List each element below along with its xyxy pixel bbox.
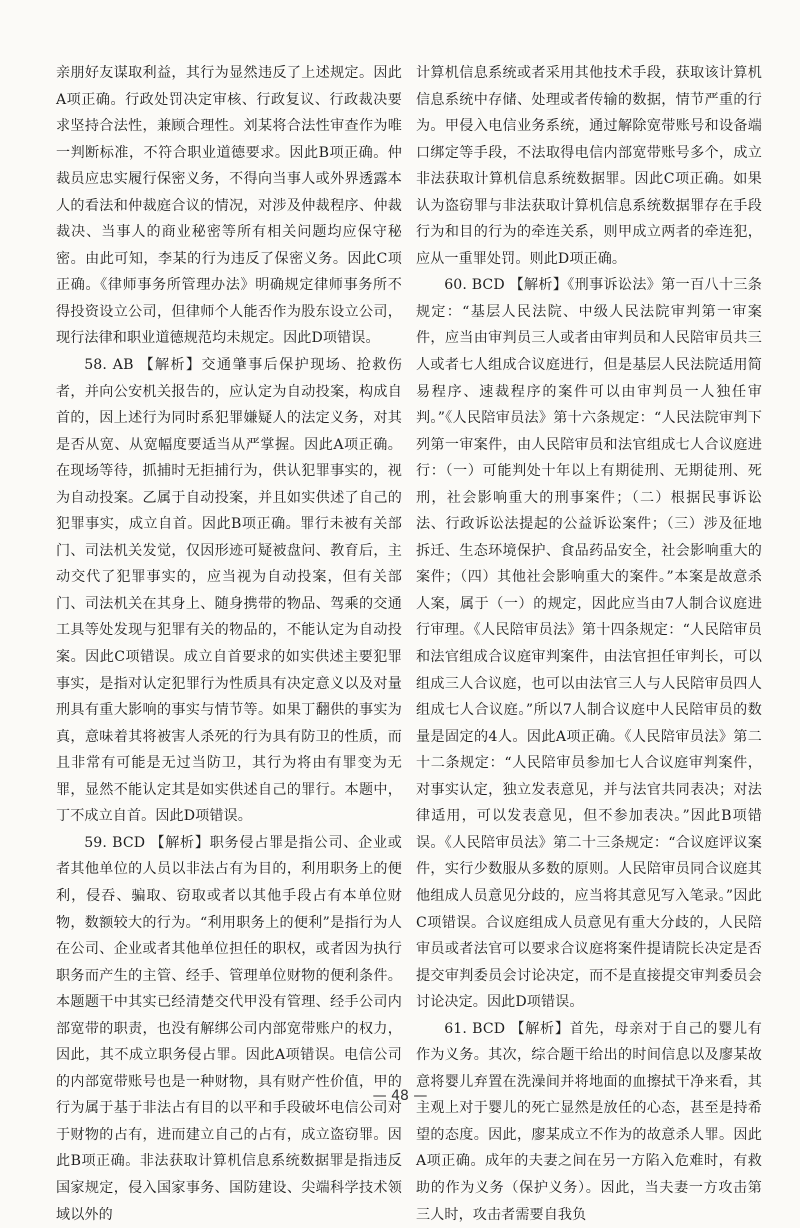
paragraph-continued: 计算机信息系统或者采用其他技术手段，获取该计算机信息系统中存储、处理或者传输的数据，情节严重的行为。甲侵入电信业务系统，通过解除宽带账号和设备端口绑定等手段，不法取得电信内部宽带账号多个，成立非法获取计算机信息系统数据罪。因此C项正确。如果认为盗窃罪与非法获取计算机信息系统数据罪存在手段行为和目的行为的牵连关系，则甲成立两者的牵连犯，应从一重罪处罚。则此D项正确。	[416, 65, 762, 267]
answer-58: 58. AB 【解析】交通肇事后保护现场、抢救伤者，并向公安机关报告的，应认定为自动投案，构成自首的，因上述行为同时系犯罪嫌疑人的法定义务，对其是否从宽、从宽幅度要适当从严掌握。因此A项正确。在现场等待，抓捕时无拒捕行为，供认犯罪事实的，视为自动投案。乙属于自动投案，并且如实供述了自己的犯罪事实，成立自首。因此B项正确。罪行未被有关部门、司法机关发觉，仅因形迹可疑被盘问、教育后，主动交代了犯罪事实的，应当视为自动投案，但有关部门、司法机关在其身上、随身携带的物品、驾乘的交通工具等处发现与犯罪有关的物品的，不能认定为自动投案。因此C项错误。成立自首要求的如实供述主要犯罪事实，是指对认定犯罪行为性质具有决定意义以及对量刑具有重大影响的事实与情节等。如果丁翻供的事实为真，意味着其将被害人杀死的行为具有防卫的性质，而且非常有可能是无过当防卫，其行为将由有罪变为无罪，显然不能认定其是如实供述自己的罪行。本题中，丁不成立自首。因此D项错误。	[56, 357, 402, 825]
paragraph-continued: 亲朋好友谋取利益，其行为显然违反了上述规定。因此A项正确。行政处罚决定审核、行政复议、行政裁决要求坚持合法性，兼顾合理性。刘某将合法性审查作为唯一判断标准，不符合职业道德要求。因此B项正确。仲裁员应忠实履行保密义务，不得向当事人或外界透露本人的看法和仲裁庭合议的情况，对涉及仲裁程序、仲裁裁决、当事人的商业秘密等所有相关问题均应保守秘密。由此可知，李某的行为违反了保密义务。因此C项正确。《律师事务所管理办法》明确规定律师事务所不得投资设立公司，但律师个人能否作为股东设立公司，现行法律和职业道德规范均未规定。因此D项错误。	[56, 65, 402, 347]
answer-61: 61. BCD 【解析】首先，母亲对于自己的婴儿有作为义务。其次，综合题干给出的时间信息以及廖某故意将婴儿弃置在洗澡间并将地面的血擦拭干净来看，其主观上对于婴儿的死亡显然是放任的心态，甚至是持希望的态度。因此，廖某成立不作为的故意杀人罪。因此A项正确。成年的夫妻之间在另一方陷入危难时，有救助的作为义务（保护义务）。因此，当夫妻一方攻击第三人时，攻击者需要自我负	[416, 1020, 762, 1223]
left-column	[56, 60, 402, 1228]
right-column	[416, 60, 762, 1228]
answer-60: 60. BCD 【解析】《刑事诉讼法》第一百八十三条规定：“基层人民法院、中级人民法院审判第一审案件，应当由审判员三人或者由审判员和人民陪审员共三人或者七人组成合议庭进行，但是基层人民法院适用简易程序、速裁程序的案件可以由审判员一人独任审判。”《人民陪审员法》第十六条规定：“人民法院审判下列第一审案件，由人民陪审员和法官组成七人合议庭进行：（一）可能判处十年以上有期徒刑、无期徒刑、死刑，社会影响重大的刑事案件；（二）根据民事诉讼法、行政诉讼法提起的公益诉讼案件；（三）涉及征地拆迁、生态环境保护、食品药品安全，社会影响重大的案件；（四）其他社会影响重大的案件。”本案是故意杀人案，属于（一）的规定，因此应当由7人制合议庭进行审理。《人民陪审员法》第十四条规定：“人民陪审员和法官组成合议庭审判案件，由法官担任审判长，可以组成三人合议庭，也可以由法官三人与人民陪审员四人组成七人合议庭。”所以7人制合议庭中人民陪审员的数量是固定的4人。因此A项正确。《人民陪审员法》第二十二条规定：“人民陪审员参加七人合议庭审判案件，对事实认定，独立发表意见，并与法官共同表决；对法律适用，可以发表意见，但不参加表决。”因此B项错误。《人民陪审员法》第二十三条规定：“合议庭评议案件，实行少数服从多数的原则。人民陪审员同合议庭其他组成人员意见分歧的，应当将其意见写入笔录。”因此C项错误。合议庭组成人员意见有重大分歧的，人民陪审员或者法官可以要求合议庭将案件提请院长决定是否提交审判委员会讨论决定，而不是直接提交审判委员会讨论决定。因此D项错误。	[416, 277, 762, 1011]
answer-59: 59. BCD 【解析】职务侵占罪是指公司、企业或者其他单位的人员以非法占有为目的，利用职务上的便利，侵吞、骗取、窃取或者以其他手段占有本单位财物，数额较大的行为。“利用职务上的便利”是指行为人在公司、企业或者其他单位担任的职权，或者因为执行职务而产生的主管、经手、管理单位财物的便利条件。本题题干中其实已经清楚交代甲没有管理、经手公司内部宽带的职责，也没有解绑公司内部宽带账户的权力，因此，其不成立职务侵占罪。因此A项错误。电信公司的内部宽带账号也是一种财物，具有财产性价值，甲的行为属于基于非法占有目的以平和手段破坏电信公司对于财物的占有，进而建立自己的占有，成立盗窃罪。因此B项正确。非法获取计算机信息系统数据罪是指违反国家规定，侵入国家事务、国防建设、尖端科学技术领域以外的	[56, 834, 402, 1223]
page-number: — 48 —	[372, 1088, 428, 1104]
